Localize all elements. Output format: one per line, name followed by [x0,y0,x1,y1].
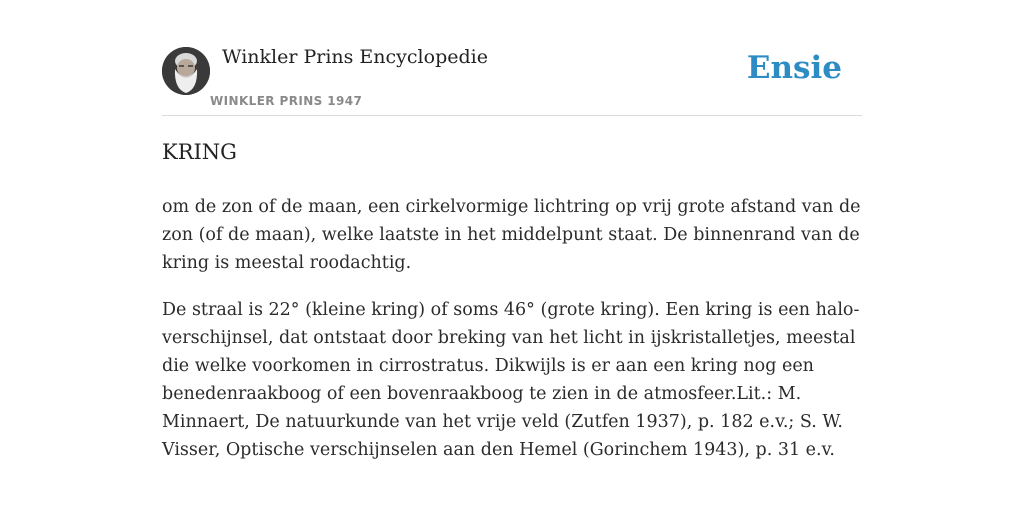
source-title[interactable]: Winkler Prins Encyclopedie [222,46,488,68]
header [162,40,862,116]
entry-paragraph: De straal is 22° (kleine kring) of soms 46° (grote kring). Een kring is een halo-verschijnsel, dat ontstaat door breking van het licht in ijskristalletjes, meestal die welke voorkomen in cirrostratus. Dikwijls is er aan een kring nog een benedenraakboog of een bovenraakboog te zien in de atmosfeer.Lit.: M. Minnaert, De natuurkunde van het vrije veld (Zutfen 1937), p. 182 e.v.; S. W. Visser, Optische verschijnselen aan den Hemel (Gorinchem 1943), p. 31 e.v. [162,300,860,460]
bearded-man-portrait-icon [162,47,210,95]
source-avatar[interactable] [162,47,210,95]
entry-title: KRING [162,140,237,164]
entry-body [162,193,862,483]
entry-paragraph: om de zon of de maan, een cirkelvormige lichtring op vrij grote afstand van de zon (of de maan), welke laatste in het middelpunt staat. De binnenrand van de kring is meestal roodachtig. [162,197,861,273]
source-subtitle: WINKLER PRINS 1947 [210,94,363,108]
brand-logo[interactable]: Ensie [746,50,842,86]
